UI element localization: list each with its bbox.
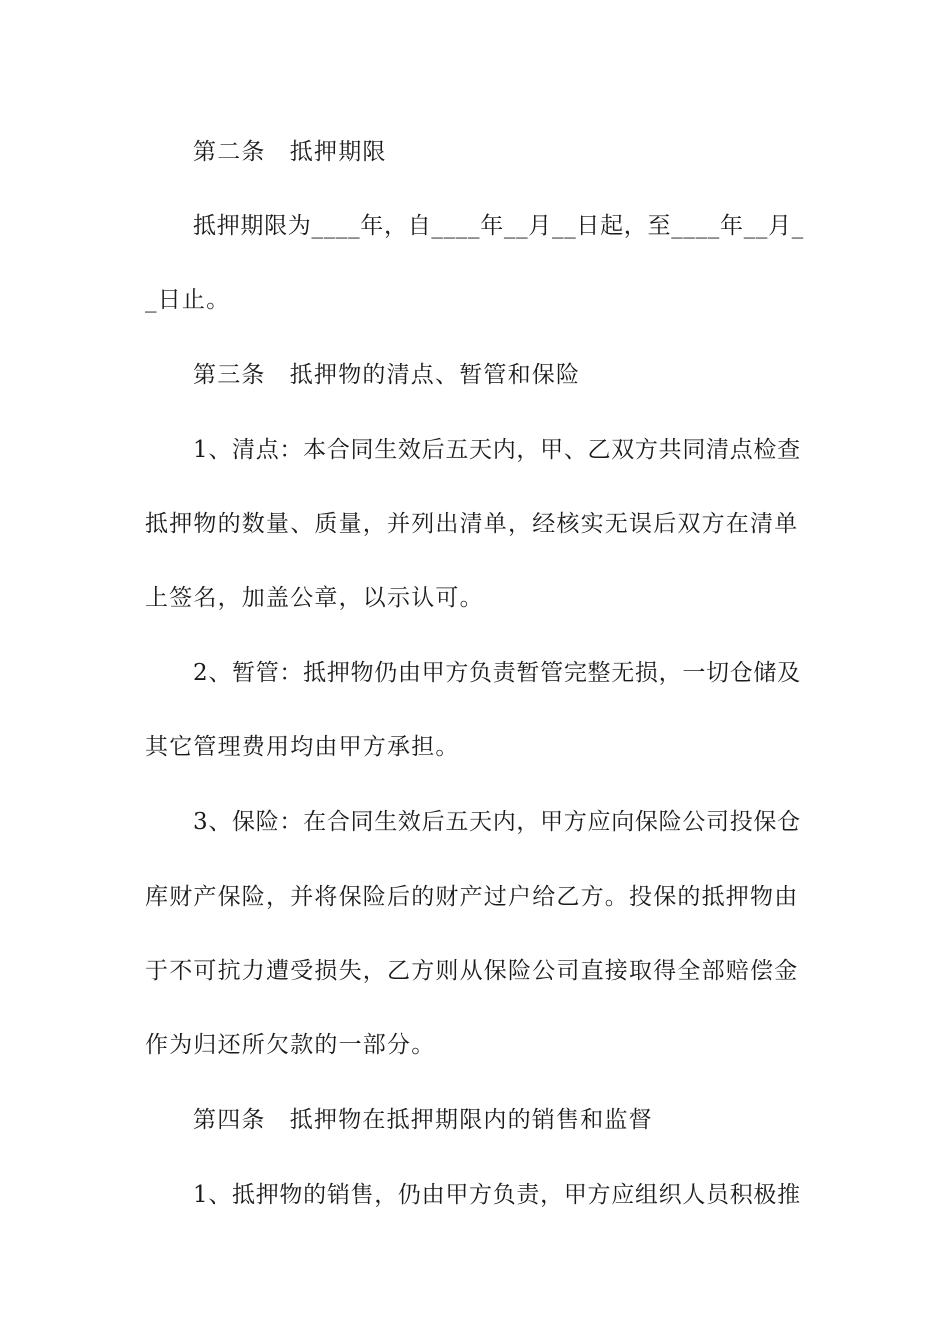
paragraph-line: 抵押物的数量、质量，并列出清单，经核实无误后双方在清单: [145, 511, 799, 537]
article-3-heading: 第三条 抵押物的清点、暂管和保险: [193, 362, 581, 388]
paragraph-line: 抵押期限为____年，自____年__月__日起，至____年__月_: [193, 213, 804, 239]
paragraph-line: 作为归还所欠款的一部分。: [145, 1032, 436, 1058]
article-2-heading: 第二条 抵押期限: [193, 139, 387, 165]
paragraph-line: 1、清点：本合同生效后五天内，甲、乙双方共同清点检查: [193, 437, 801, 463]
paragraph-line: 1、抵押物的销售，仍由甲方负责，甲方应组织人员积极推: [193, 1182, 801, 1208]
paragraph-line: 其它管理费用均由甲方承担。: [145, 734, 460, 760]
article-4-heading: 第四条 抵押物在抵押期限内的销售和监督: [193, 1107, 653, 1133]
paragraph-line: 2、暂管：抵押物仍由甲方负责暂管完整无损，一切仓储及: [193, 660, 801, 686]
paragraph-line: 库财产保险，并将保险后的财产过户给乙方。投保的抵押物由: [145, 884, 799, 910]
paragraph-line: _日止。: [145, 287, 231, 313]
paragraph-line: 3、保险：在合同生效后五天内，甲方应向保险公司投保仓: [193, 809, 801, 835]
paragraph-line: 于不可抗力遭受损失，乙方则从保险公司直接取得全部赔偿金: [145, 958, 799, 984]
paragraph-line: 上签名，加盖公章，以示认可。: [145, 585, 484, 611]
